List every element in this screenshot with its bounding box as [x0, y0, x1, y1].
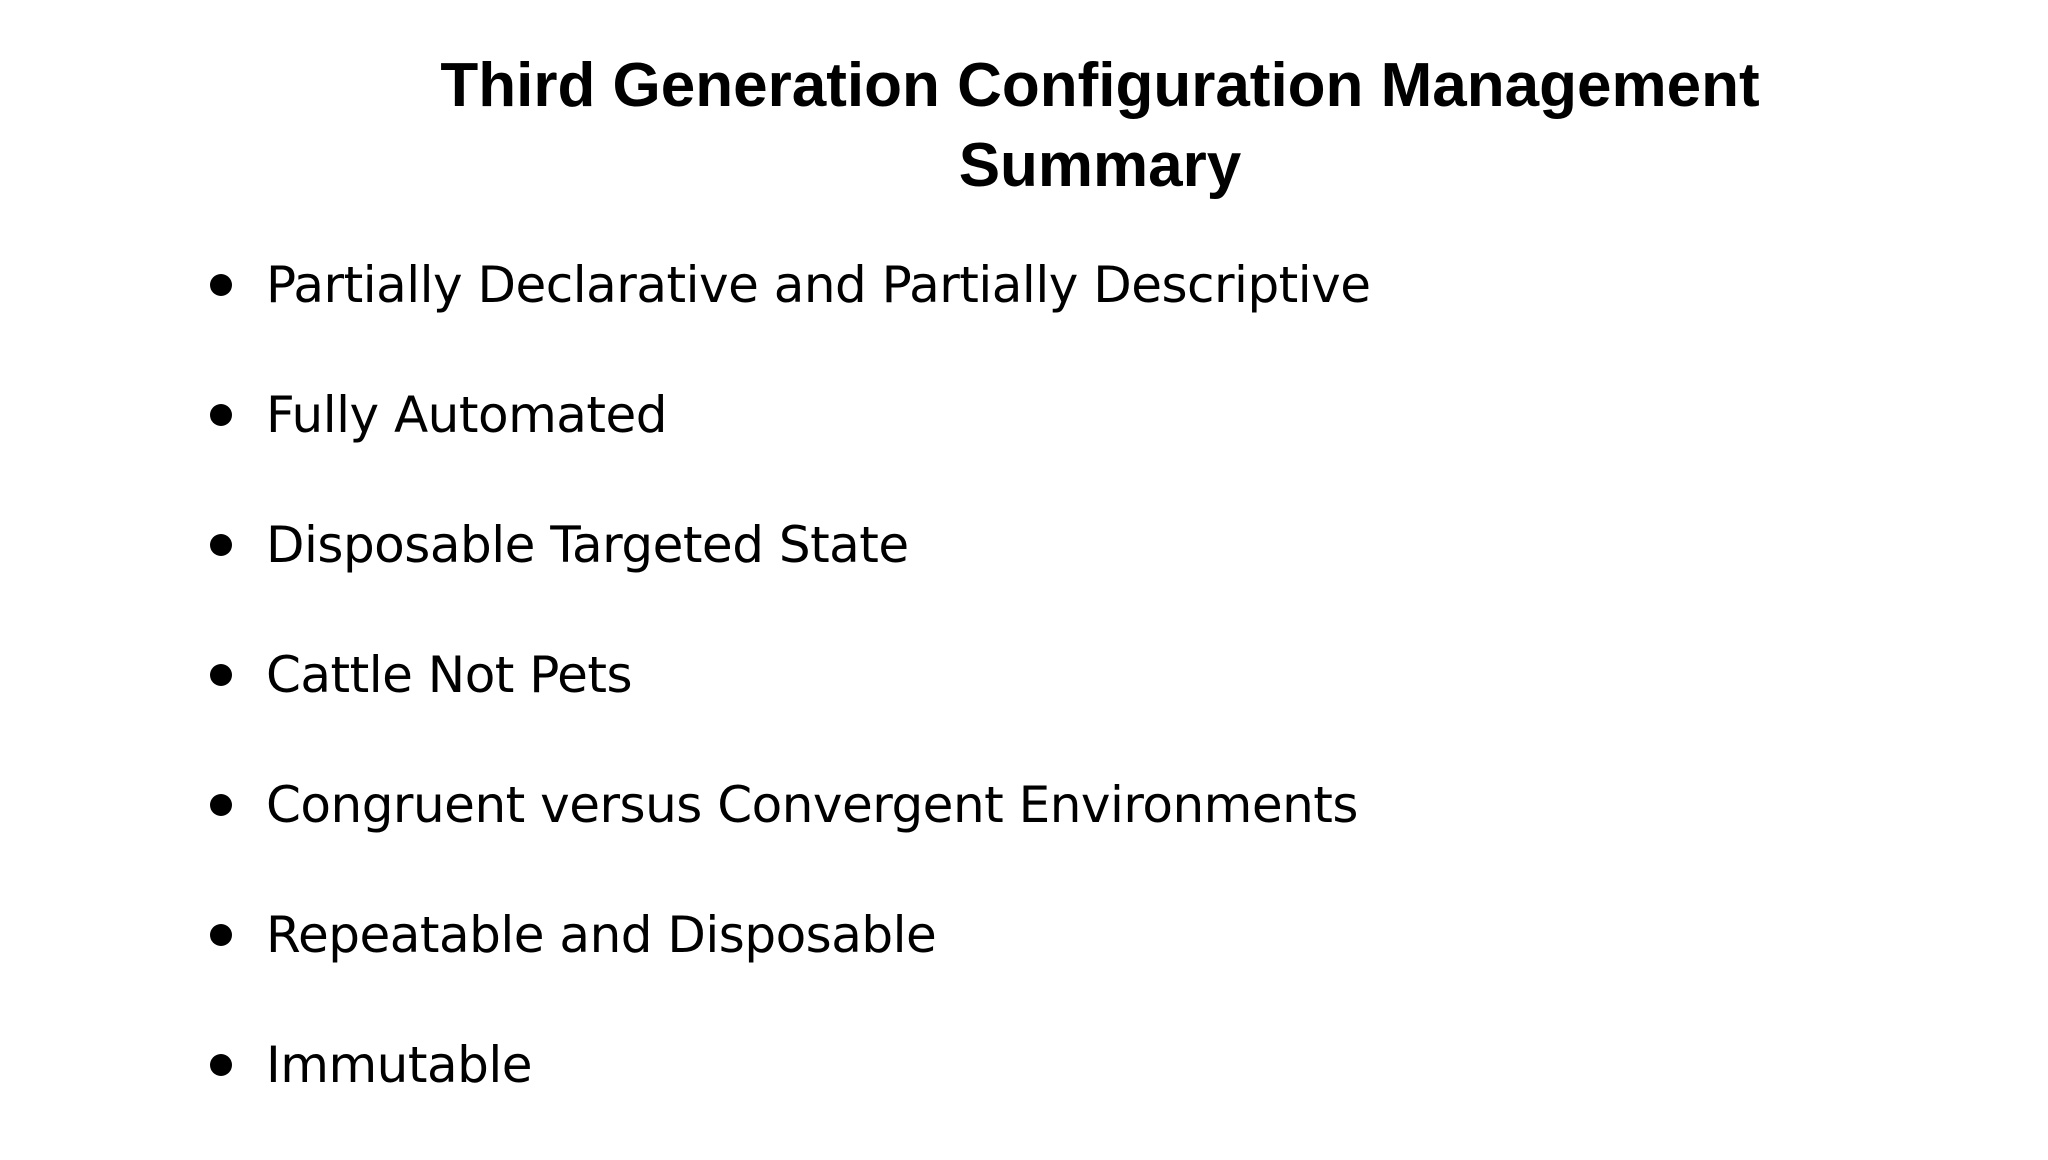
bullet-text: Congruent versus Convergent Environments	[266, 776, 1358, 834]
bullet-text: Disposable Targeted State	[266, 516, 909, 574]
bullet-dot-icon	[210, 794, 232, 816]
slide-title-line-1: Third Generation Configuration Management	[440, 51, 1760, 120]
bullet-dot-icon	[210, 534, 232, 556]
bullet-dot-icon	[210, 924, 232, 946]
slide-title	[300, 46, 1900, 206]
bullet-dot-icon	[210, 1054, 232, 1076]
bullet-dot-icon	[210, 404, 232, 426]
bullet-text: Partially Declarative and Partially Descriptive	[266, 256, 1371, 314]
bullet-dot-icon	[210, 664, 232, 686]
bullet-text: Fully Automated	[266, 386, 668, 444]
bullet-text: Cattle Not Pets	[266, 646, 633, 704]
slide-title-line-2: Summary	[958, 131, 1242, 200]
bullet-dot-icon	[210, 274, 232, 296]
bullet-text: Repeatable and Disposable	[266, 906, 937, 964]
bullet-text: Immutable	[266, 1036, 532, 1094]
